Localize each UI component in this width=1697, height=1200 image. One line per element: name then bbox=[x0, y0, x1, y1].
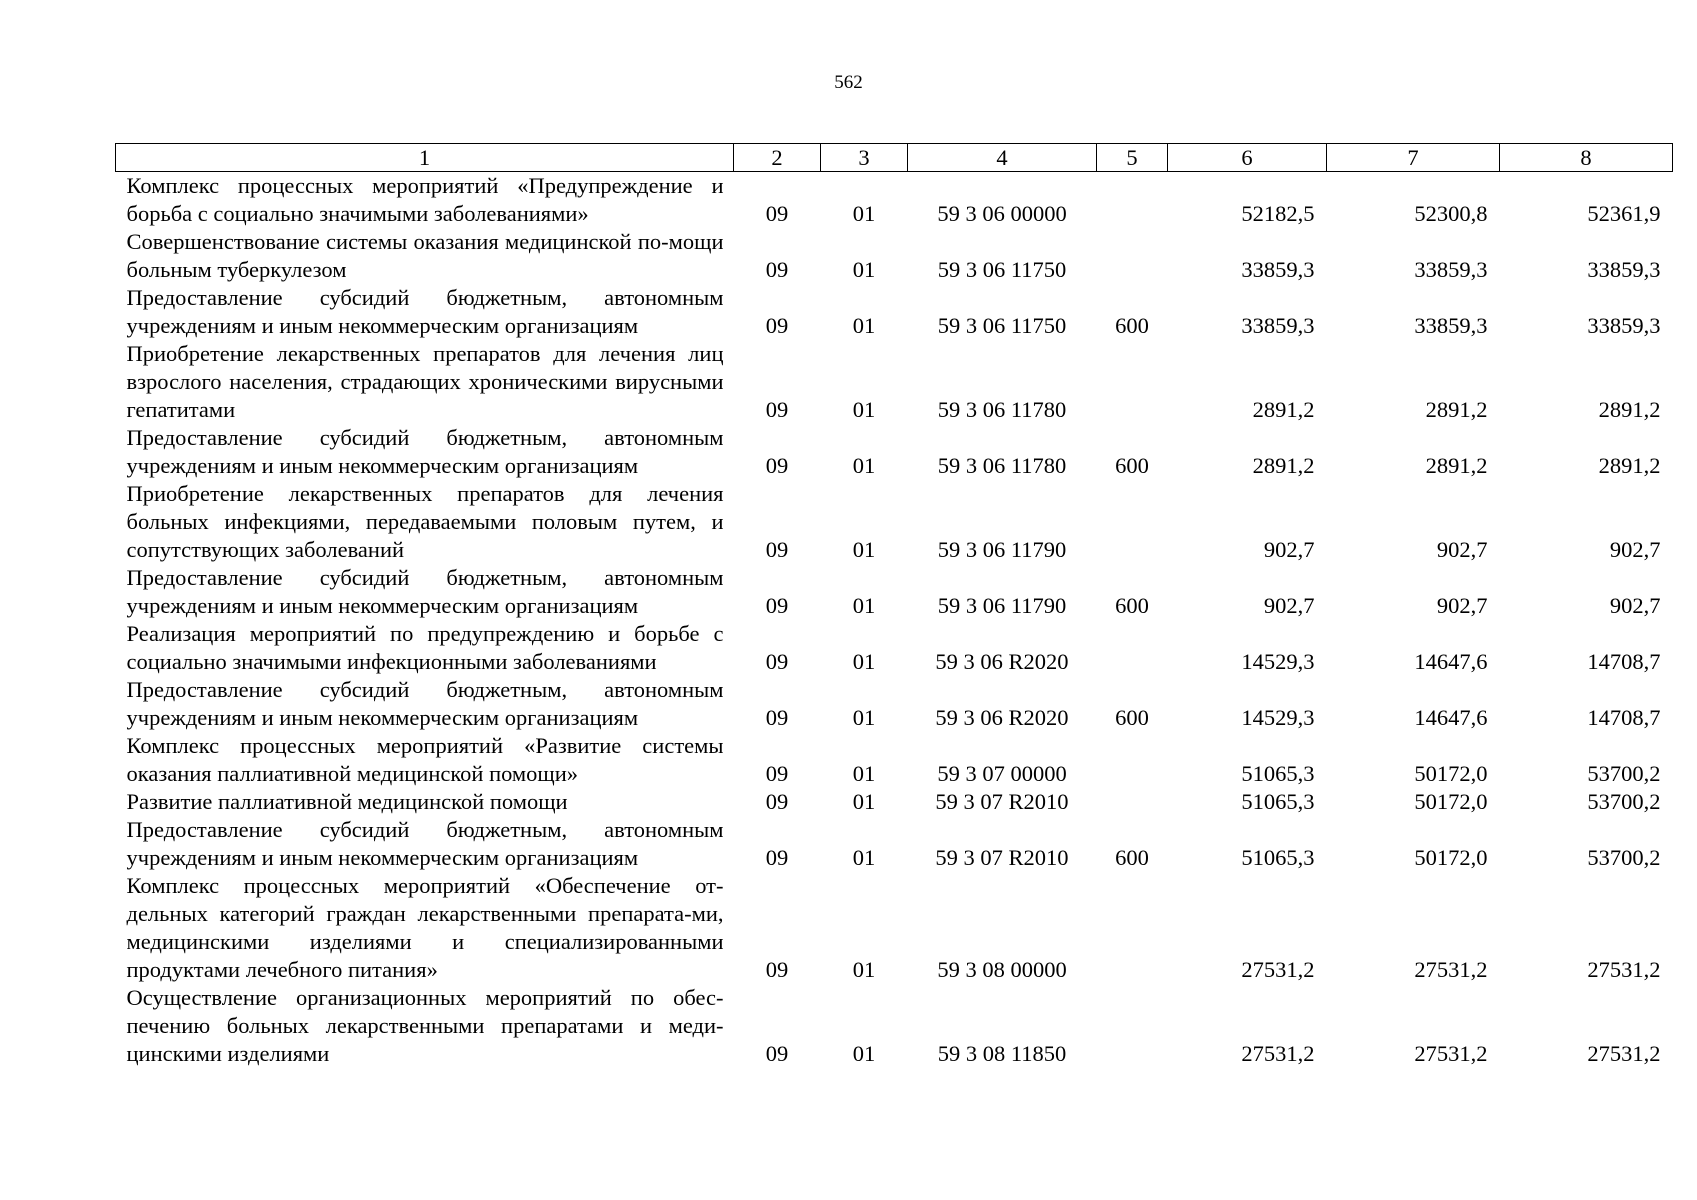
subsection-code: 01 bbox=[852, 397, 876, 422]
expense-type-code bbox=[1097, 340, 1168, 424]
target-article-code: 59 3 06 R2020 bbox=[935, 705, 1069, 730]
target-article-code: 59 3 06 11780 bbox=[937, 453, 1067, 478]
section-code: 09 bbox=[765, 1041, 789, 1066]
expense-type-code bbox=[1097, 228, 1168, 284]
subsection-code: 01 bbox=[852, 789, 876, 814]
column-header: 3 bbox=[821, 144, 908, 172]
section-code: 09 bbox=[765, 397, 789, 422]
item-name: Приобретение лекарственных препаратов для лечения лиц взрослого населения, страдающих хроническими вирусными гепатитами bbox=[126, 341, 724, 422]
amount-col-8: 2891,2 bbox=[1598, 453, 1661, 478]
amount-col-6: 27531,2 bbox=[1241, 1041, 1315, 1066]
amount-col-7: 27531,2 bbox=[1414, 957, 1488, 982]
amount-col-7: 50172,0 bbox=[1414, 845, 1488, 870]
expense-type-code bbox=[1097, 872, 1168, 984]
subsection-code: 01 bbox=[852, 1041, 876, 1066]
subsection-code: 01 bbox=[852, 201, 876, 226]
amount-col-6: 902,7 bbox=[1263, 537, 1315, 562]
amount-col-8: 27531,2 bbox=[1587, 1041, 1661, 1066]
item-name: Предоставление субсидий бюджетным, автономным учреждениям и иным некоммерческим организациям bbox=[126, 425, 724, 478]
column-number-header-row bbox=[116, 144, 1673, 172]
amount-col-8: 27531,2 bbox=[1587, 957, 1661, 982]
amount-col-8: 53700,2 bbox=[1587, 845, 1661, 870]
amount-col-7: 33859,3 bbox=[1414, 313, 1488, 338]
column-header: 6 bbox=[1168, 144, 1327, 172]
expense-type-code bbox=[1097, 984, 1168, 1068]
table-row bbox=[116, 228, 1673, 284]
table-body bbox=[116, 172, 1673, 1069]
table-row bbox=[116, 340, 1673, 424]
amount-col-6: 52182,5 bbox=[1241, 201, 1315, 226]
table-row bbox=[116, 676, 1673, 732]
table-row bbox=[116, 620, 1673, 676]
target-article-code: 59 3 06 11750 bbox=[937, 257, 1067, 282]
subsection-code: 01 bbox=[852, 705, 876, 730]
amount-col-6: 902,7 bbox=[1263, 593, 1315, 618]
amount-col-7: 2891,2 bbox=[1425, 397, 1488, 422]
amount-col-8: 33859,3 bbox=[1587, 313, 1661, 338]
amount-col-7: 2891,2 bbox=[1425, 453, 1488, 478]
item-name: Приобретение лекарственных препаратов для лечения больных инфекциями, передаваемыми половым путем, и сопутствующих заболеваний bbox=[126, 481, 724, 562]
table-row bbox=[116, 816, 1673, 872]
column-header: 7 bbox=[1327, 144, 1500, 172]
subsection-code: 01 bbox=[852, 313, 876, 338]
expense-type-code bbox=[1097, 480, 1168, 564]
column-header: 1 bbox=[116, 144, 734, 172]
expense-type-code: 600 bbox=[1115, 705, 1149, 730]
item-name: Предоставление субсидий бюджетным, автономным учреждениям и иным некоммерческим организациям bbox=[126, 677, 724, 730]
subsection-code: 01 bbox=[852, 761, 876, 786]
target-article-code: 59 3 06 11780 bbox=[937, 397, 1067, 422]
item-name: Комплекс процессных мероприятий «Обеспечение от-дельных категорий граждан лекарственными препарата-ми, медицинскими изделиями и специализированными продуктами лечебного питания» bbox=[126, 873, 724, 982]
subsection-code: 01 bbox=[852, 453, 876, 478]
table-row bbox=[116, 172, 1673, 229]
section-code: 09 bbox=[765, 537, 789, 562]
target-article-code: 59 3 06 11750 bbox=[937, 313, 1067, 338]
item-name: Предоставление субсидий бюджетным, автономным учреждениям и иным некоммерческим организациям bbox=[126, 817, 724, 870]
section-code: 09 bbox=[765, 593, 789, 618]
column-header: 4 bbox=[908, 144, 1097, 172]
amount-col-6: 14529,3 bbox=[1241, 705, 1315, 730]
expense-type-code: 600 bbox=[1115, 593, 1149, 618]
table-row bbox=[116, 872, 1673, 984]
item-name: Развитие паллиативной медицинской помощи bbox=[126, 789, 568, 814]
amount-col-8: 902,7 bbox=[1609, 537, 1661, 562]
table-row bbox=[116, 732, 1673, 788]
amount-col-8: 53700,2 bbox=[1587, 761, 1661, 786]
amount-col-8: 53700,2 bbox=[1587, 789, 1661, 814]
expense-type-code bbox=[1097, 172, 1168, 229]
amount-col-6: 2891,2 bbox=[1252, 453, 1315, 478]
amount-col-7: 27531,2 bbox=[1414, 1041, 1488, 1066]
amount-col-8: 902,7 bbox=[1609, 593, 1661, 618]
target-article-code: 59 3 06 R2020 bbox=[935, 649, 1069, 674]
item-name: Комплекс процессных мероприятий «Предупреждение и борьба с социально значимыми заболеваниями» bbox=[126, 173, 724, 226]
amount-col-7: 50172,0 bbox=[1414, 789, 1488, 814]
amount-col-6: 51065,3 bbox=[1241, 761, 1315, 786]
budget-table bbox=[115, 143, 1673, 1068]
table-row bbox=[116, 564, 1673, 620]
table-row bbox=[116, 424, 1673, 480]
amount-col-6: 14529,3 bbox=[1241, 649, 1315, 674]
item-name: Комплекс процессных мероприятий «Развитие системы оказания паллиативной медицинской помощи» bbox=[126, 733, 724, 786]
target-article-code: 59 3 07 00000 bbox=[937, 761, 1067, 786]
amount-col-7: 14647,6 bbox=[1414, 705, 1488, 730]
target-article-code: 59 3 08 11850 bbox=[937, 1041, 1067, 1066]
amount-col-8: 14708,7 bbox=[1587, 649, 1661, 674]
section-code: 09 bbox=[765, 453, 789, 478]
subsection-code: 01 bbox=[852, 957, 876, 982]
subsection-code: 01 bbox=[852, 649, 876, 674]
subsection-code: 01 bbox=[852, 593, 876, 618]
amount-col-8: 52361,9 bbox=[1587, 201, 1661, 226]
section-code: 09 bbox=[765, 705, 789, 730]
expense-type-code bbox=[1097, 620, 1168, 676]
section-code: 09 bbox=[765, 957, 789, 982]
amount-col-7: 902,7 bbox=[1436, 593, 1488, 618]
amount-col-6: 33859,3 bbox=[1241, 257, 1315, 282]
amount-col-8: 33859,3 bbox=[1587, 257, 1661, 282]
target-article-code: 59 3 07 R2010 bbox=[935, 845, 1069, 870]
table-row bbox=[116, 984, 1673, 1068]
table-row bbox=[116, 480, 1673, 564]
page-number: 562 bbox=[834, 72, 863, 93]
amount-col-6: 51065,3 bbox=[1241, 789, 1315, 814]
target-article-code: 59 3 08 00000 bbox=[937, 957, 1067, 982]
subsection-code: 01 bbox=[852, 537, 876, 562]
section-code: 09 bbox=[765, 313, 789, 338]
column-header: 8 bbox=[1500, 144, 1673, 172]
amount-col-7: 902,7 bbox=[1436, 537, 1488, 562]
item-name: Предоставление субсидий бюджетным, автономным учреждениям и иным некоммерческим организациям bbox=[126, 285, 724, 338]
amount-col-6: 51065,3 bbox=[1241, 845, 1315, 870]
expense-type-code: 600 bbox=[1115, 453, 1149, 478]
column-header: 2 bbox=[734, 144, 821, 172]
section-code: 09 bbox=[765, 201, 789, 226]
amount-col-7: 50172,0 bbox=[1414, 761, 1488, 786]
amount-col-6: 2891,2 bbox=[1252, 397, 1315, 422]
amount-col-6: 27531,2 bbox=[1241, 957, 1315, 982]
expense-type-code: 600 bbox=[1115, 845, 1149, 870]
item-name: Предоставление субсидий бюджетным, автономным учреждениям и иным некоммерческим организациям bbox=[126, 565, 724, 618]
expense-type-code bbox=[1097, 732, 1168, 788]
subsection-code: 01 bbox=[852, 845, 876, 870]
section-code: 09 bbox=[765, 845, 789, 870]
item-name: Совершенствование системы оказания медицинской по-мощи больным туберкулезом bbox=[126, 229, 724, 282]
expense-type-code bbox=[1097, 788, 1168, 816]
amount-col-8: 14708,7 bbox=[1587, 705, 1661, 730]
section-code: 09 bbox=[765, 257, 789, 282]
target-article-code: 59 3 06 11790 bbox=[937, 593, 1067, 618]
target-article-code: 59 3 06 11790 bbox=[937, 537, 1067, 562]
column-header: 5 bbox=[1097, 144, 1168, 172]
section-code: 09 bbox=[765, 761, 789, 786]
table-row bbox=[116, 788, 1673, 816]
section-code: 09 bbox=[765, 789, 789, 814]
amount-col-7: 14647,6 bbox=[1414, 649, 1488, 674]
item-name: Осуществление организационных мероприятий по обес-печению больных лекарственными препаратами и меди-цинскими изделиями bbox=[126, 985, 724, 1066]
expense-type-code: 600 bbox=[1115, 313, 1149, 338]
target-article-code: 59 3 06 00000 bbox=[937, 201, 1067, 226]
amount-col-6: 33859,3 bbox=[1241, 313, 1315, 338]
amount-col-7: 33859,3 bbox=[1414, 257, 1488, 282]
table-row bbox=[116, 284, 1673, 340]
section-code: 09 bbox=[765, 649, 789, 674]
amount-col-7: 52300,8 bbox=[1414, 201, 1488, 226]
subsection-code: 01 bbox=[852, 257, 876, 282]
target-article-code: 59 3 07 R2010 bbox=[935, 789, 1069, 814]
item-name: Реализация мероприятий по предупреждению и борьбе с социально значимыми инфекционными заболеваниями bbox=[126, 621, 724, 674]
amount-col-8: 2891,2 bbox=[1598, 397, 1661, 422]
